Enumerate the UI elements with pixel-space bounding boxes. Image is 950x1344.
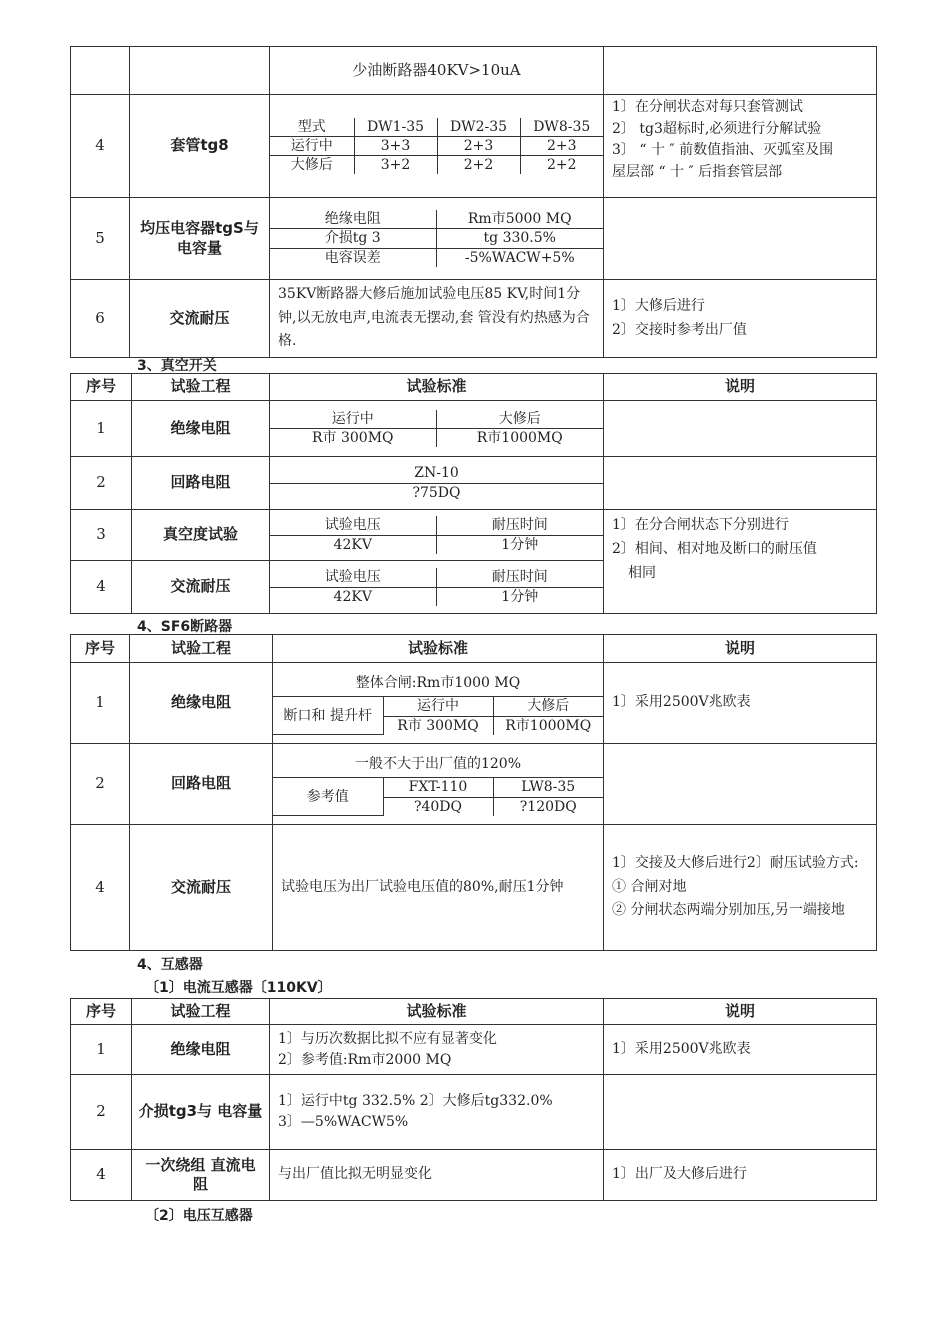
std-cell: 与出厂值比拟无明显变化	[270, 1150, 604, 1201]
note-line: 3〕 “ 十 ″ 前数值指油、灭弧室及围	[612, 142, 834, 159]
col-header: 序号	[71, 374, 132, 401]
grid-cell: ?120DQ	[519, 798, 577, 815]
row-number: 1	[71, 1025, 132, 1075]
grid-cell: 电容误差	[270, 248, 436, 267]
item-label: 绝缘电阻	[132, 1025, 270, 1075]
grid-cell: 运行中	[270, 410, 436, 429]
table-row	[71, 510, 877, 561]
grid-cell: R市1000MQ	[505, 717, 592, 734]
col-header: 试验标准	[273, 635, 604, 663]
grid-cell: 大修后	[436, 410, 603, 429]
grid-cell: 型式	[270, 118, 354, 137]
grid-cell: 42KV	[270, 535, 436, 554]
grid-cell: 1分钟	[501, 588, 539, 605]
note-line: 2〕 tg3超标时,必须进行分解试验	[612, 120, 822, 137]
row-number: 4	[71, 95, 130, 198]
header-row	[71, 999, 877, 1025]
item-label: 回路电阻	[130, 744, 273, 825]
grid-cell: DW2-35	[437, 118, 520, 137]
item-label: 真空度试验	[132, 510, 270, 561]
note-block	[612, 97, 868, 195]
sf6-breaker-table	[70, 634, 877, 951]
subsection-heading: 〔2〕电压互感器	[145, 1208, 253, 1224]
col-header: 序号	[71, 635, 130, 663]
capacitor-grid	[270, 210, 603, 267]
col-header: 说明	[604, 999, 877, 1025]
grid-cell: DW8-35	[520, 118, 603, 137]
table-row	[71, 1150, 877, 1201]
section-heading: 3、真空开关	[137, 358, 217, 374]
table-row	[71, 1075, 877, 1150]
row-number: 4	[71, 825, 130, 951]
col-header: 试验工程	[132, 374, 270, 401]
grid-cell: 参考值	[273, 778, 383, 816]
grid-cell: Rm市5000 MQ	[436, 210, 603, 229]
row-number: 2	[71, 1075, 132, 1150]
grid-cell: ?75DQ	[412, 484, 461, 501]
std-cell: 35KV断路器大修后施加试验电压85 KV,时间1分钟,以无放电声,电流表无摆动,套 管没有灼热感为合格.	[270, 280, 604, 358]
grid-cell: R市 300MQ	[270, 429, 436, 448]
grid-cell: 整体合闸:Rm市1000 MQ	[273, 671, 603, 697]
grid-cell: FXT-110	[383, 778, 493, 797]
grid-cell: 1分钟	[501, 536, 539, 553]
grid-cell: 耐压时间	[436, 568, 603, 587]
table-row	[71, 198, 877, 280]
grid-cell: DW1-35	[354, 118, 437, 137]
note-line: 1〕采用2500V兆欧表	[604, 663, 877, 744]
grid-cell: R市1000MQ	[476, 430, 563, 446]
grid-cell: 运行中	[383, 697, 493, 716]
table-row	[71, 744, 877, 825]
row-number: 1	[71, 663, 130, 744]
note-line: 1〕在分合闸状态下分别进行	[612, 517, 789, 533]
item-label: 一次绕组 直流电阻	[132, 1150, 270, 1201]
grid-cell: 运行中	[270, 136, 354, 155]
row-number: 4	[71, 561, 132, 614]
table-row	[71, 95, 877, 198]
note-line: 1〕在分闸状态对每只套管测试	[612, 99, 803, 115]
std-line: 2〕参考值:Rm市2000 MQ	[278, 1051, 452, 1068]
item-label: 绝缘电阻	[132, 401, 270, 457]
col-header: 说明	[604, 635, 877, 663]
row-number: 6	[71, 280, 130, 358]
grid-cell: 介损tg 3	[270, 229, 436, 248]
col-header: 试验工程	[130, 635, 273, 663]
std-cell: 少油断路器40KV>10uA	[270, 47, 604, 95]
grid-cell: 试验电压	[270, 568, 436, 587]
vacuum-switch-table	[70, 373, 877, 614]
note-line: ① 合闸对地	[612, 878, 687, 895]
note-line: 1〕交接及大修后进行2〕耐压试验方式:	[612, 854, 859, 871]
grid-cell: 绝缘电阻	[270, 210, 436, 229]
table-row	[71, 663, 877, 744]
grid-cell: 2+3	[437, 136, 520, 155]
table-row	[71, 457, 877, 510]
grid-cell: 大修后	[493, 697, 603, 716]
col-header: 试验工程	[132, 999, 270, 1025]
row-number: 4	[71, 1150, 132, 1201]
table-row	[71, 47, 877, 95]
subsection-heading: 〔1〕电流互感器〔110KV〕	[145, 980, 332, 996]
grid-cell: 耐压时间	[436, 516, 603, 535]
breaker-table	[70, 46, 877, 358]
header-row	[71, 374, 877, 401]
col-header: 试验标准	[270, 374, 604, 401]
table-row	[71, 280, 877, 358]
table-row	[71, 825, 877, 951]
item-label: 交流耐压	[132, 561, 270, 614]
note-line: 屋层部 “ 十 ″ 后指套管层部	[612, 164, 783, 181]
item-label: 套管tg8	[130, 95, 270, 198]
note-line: 2〕交接时参考出厂值	[612, 321, 747, 338]
std-line: 1〕运行中tg 332.5% 2〕大修后tg332.0%	[278, 1093, 553, 1109]
section-heading: 4、互感器	[137, 957, 203, 973]
section-heading: 4、SF6断路器	[137, 619, 233, 635]
item-label: 交流耐压	[130, 825, 273, 951]
note-line: 1〕采用2500V兆欧表	[604, 1025, 877, 1075]
grid-cell: 试验电压	[270, 516, 436, 535]
current-transformer-table	[70, 998, 877, 1201]
row-number: 5	[71, 198, 130, 280]
grid-cell: 3+2	[354, 156, 437, 175]
row-number: 1	[71, 401, 132, 457]
bushing-grid	[270, 118, 603, 175]
row-number: 2	[71, 744, 130, 825]
row-number: 3	[71, 510, 132, 561]
table-row	[71, 401, 877, 457]
grid-cell: 断口和 提升杆	[273, 697, 383, 735]
grid-cell: 42KV	[270, 587, 436, 606]
grid-cell: 一般不大于出厂值的120%	[273, 752, 603, 778]
header-row	[71, 635, 877, 663]
grid-cell: 2+2	[437, 156, 520, 175]
grid-cell: tg 330.5%	[436, 229, 603, 248]
grid-cell: 2+3	[520, 136, 603, 155]
grid-cell: R市 300MQ	[383, 716, 493, 735]
note-line: 相同	[628, 564, 656, 581]
col-header: 序号	[71, 999, 132, 1025]
std-line: 3〕—5%WACW5%	[278, 1114, 409, 1130]
std-cell: 试验电压为出厂试验电压值的80%,耐压1分钟	[273, 825, 604, 951]
grid-cell: 3+3	[354, 136, 437, 155]
note-line: 1〕大修后进行	[612, 297, 705, 314]
item-label: 绝缘电阻	[130, 663, 273, 744]
grid-cell: LW8-35	[493, 778, 603, 797]
item-label: 交流耐压	[130, 280, 270, 358]
col-header: 说明	[604, 374, 877, 401]
grid-cell: 2+2	[546, 157, 577, 174]
table-row	[71, 1025, 877, 1075]
std-line: 1〕与历次数据比拟不应有显著变化	[278, 1031, 497, 1048]
grid-cell: 大修后	[270, 156, 354, 175]
note-line: ② 分闸状态两端分别加压,另一端接地	[612, 902, 845, 919]
note-line: 2〕相间、相对地及断口的耐压值	[612, 540, 817, 557]
grid-cell: -5%WACW+5%	[464, 249, 575, 266]
grid-cell: ?40DQ	[383, 797, 493, 816]
grid-cell: ZN-10	[270, 464, 603, 483]
item-label: 介损tg3与 电容量	[132, 1075, 270, 1150]
col-header: 试验标准	[270, 999, 604, 1025]
note-line: 1〕出厂及大修后进行	[604, 1150, 877, 1201]
item-label: 回路电阻	[132, 457, 270, 510]
row-number: 2	[71, 457, 132, 510]
item-label: 均压电容器tgS与电容量	[130, 198, 270, 280]
